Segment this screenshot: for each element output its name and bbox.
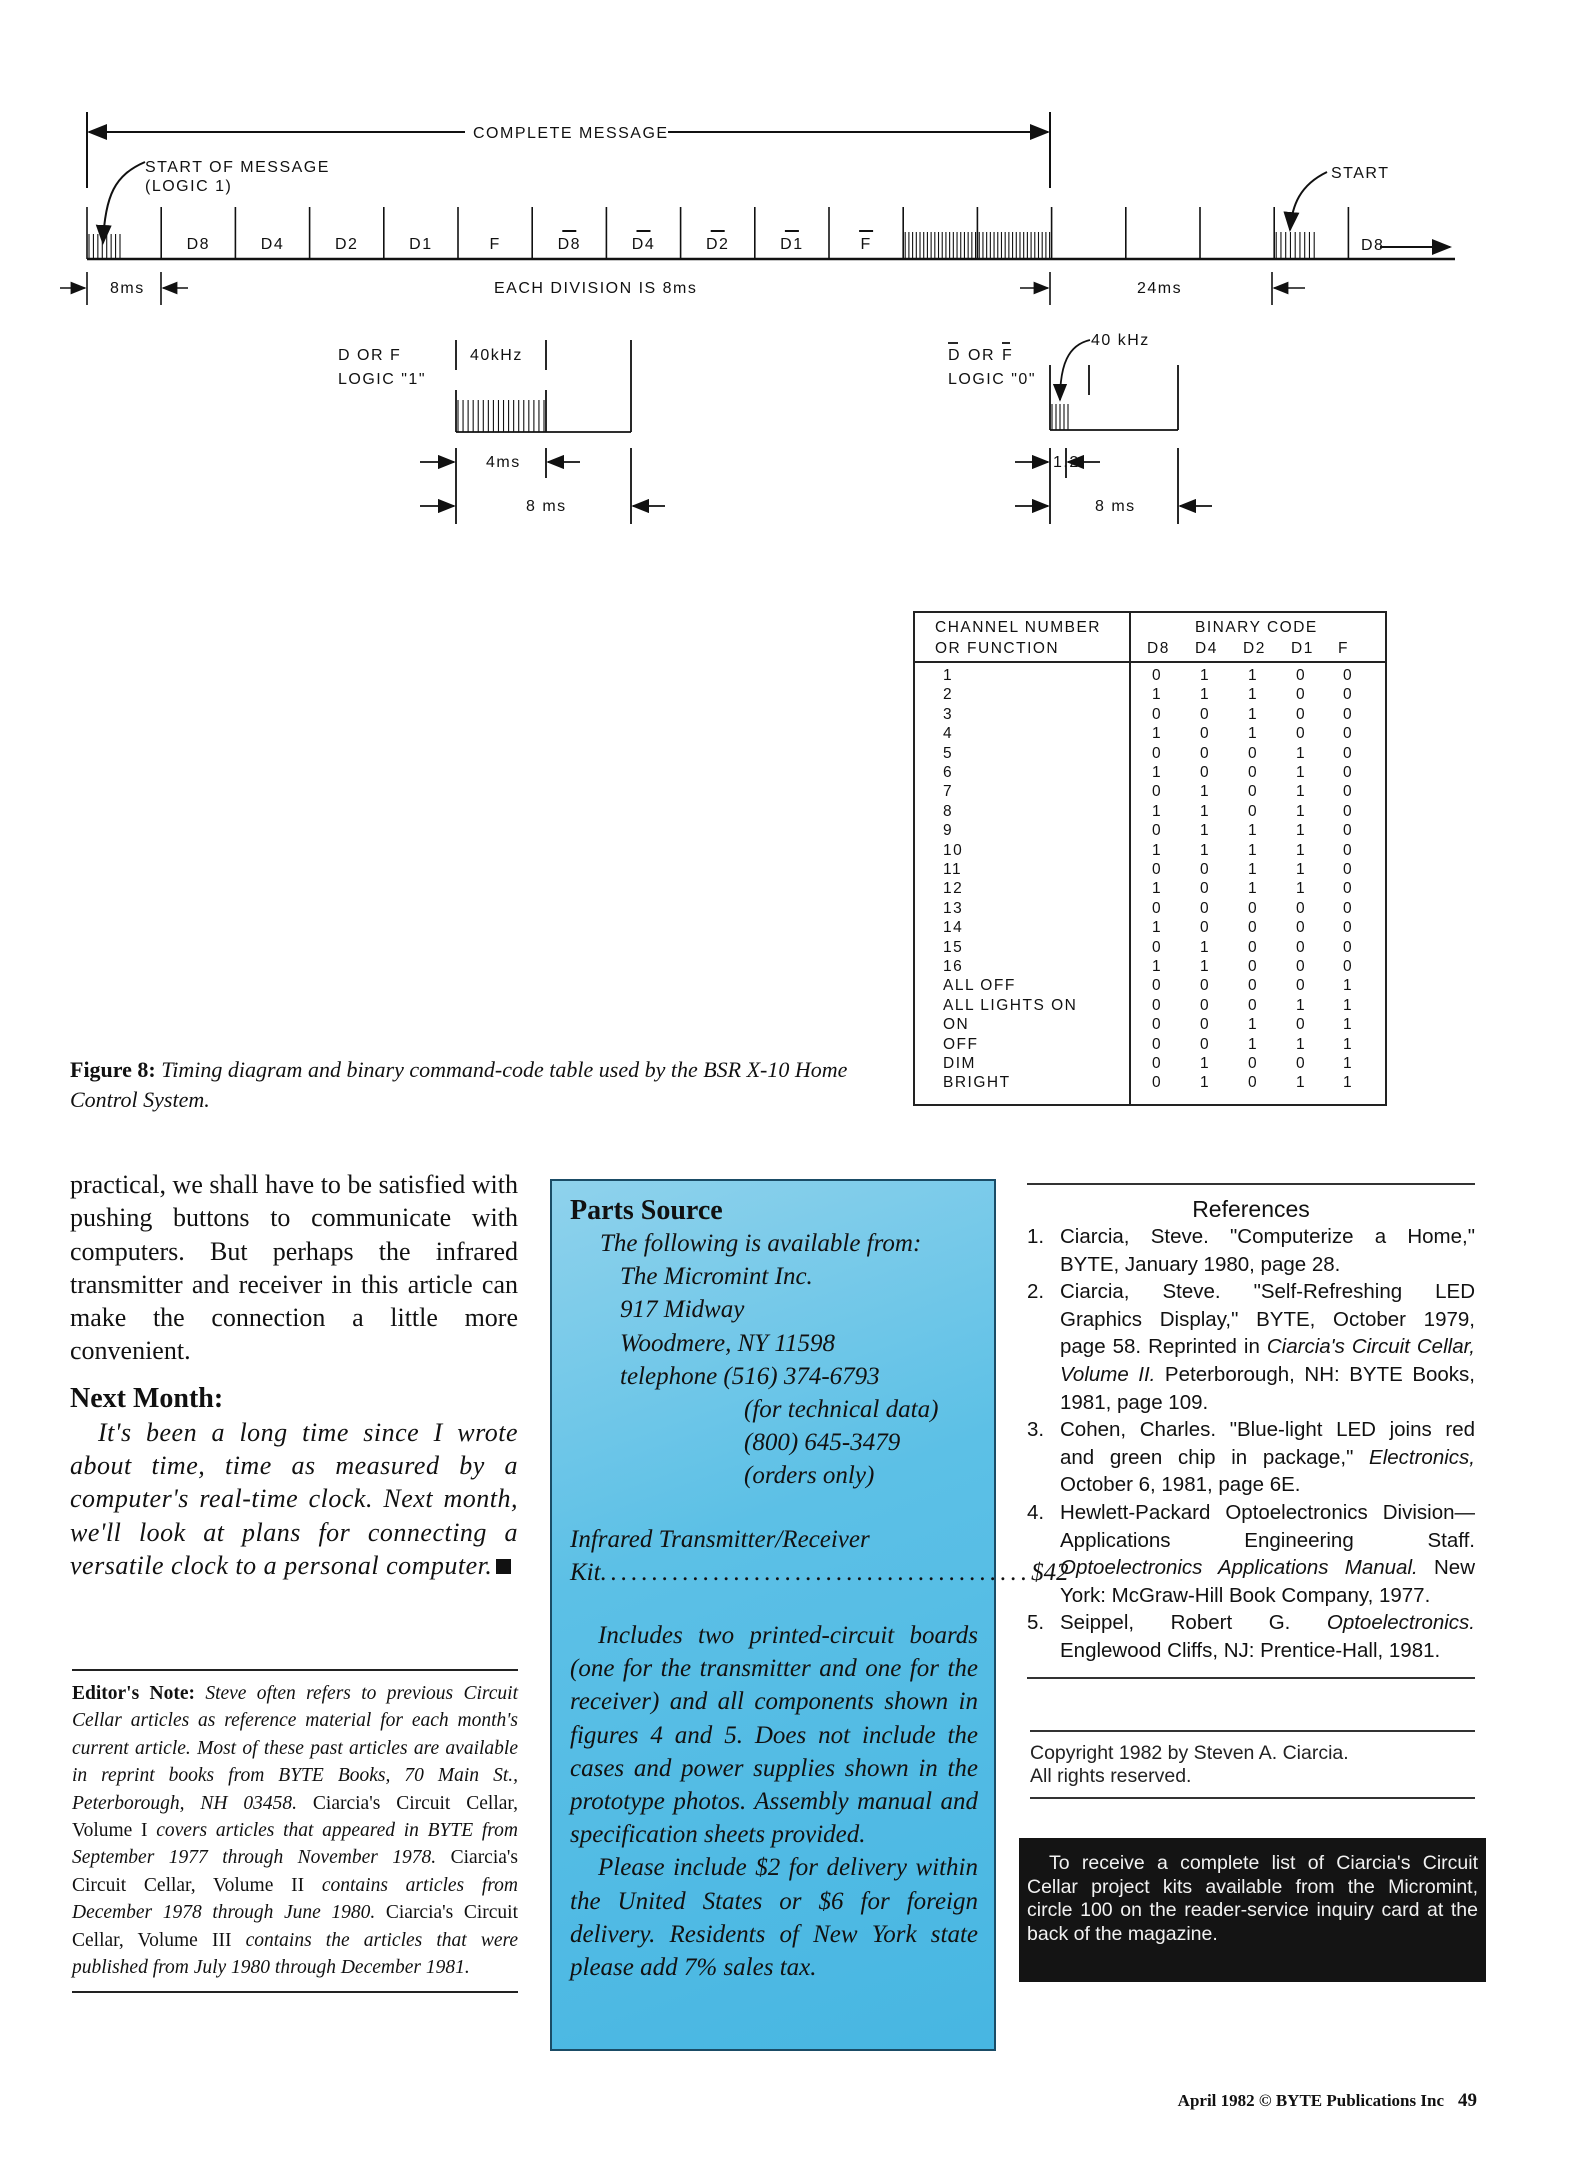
bit-value: 0 xyxy=(1296,667,1307,684)
bit-value: 0 xyxy=(1200,1035,1211,1053)
logic1-line2: LOGIC "1" xyxy=(338,371,426,388)
article-column xyxy=(70,1168,518,1582)
bit-value: 0 xyxy=(1248,764,1259,781)
bit-value: 0 xyxy=(1343,667,1354,684)
bit-value: 0 xyxy=(1296,938,1307,956)
table-row xyxy=(915,1016,1385,1035)
row-label: ON xyxy=(943,1016,970,1034)
division-label: D1 xyxy=(409,236,433,253)
row-label: BRIGHT xyxy=(943,1074,1011,1092)
header-binary-code: BINARY CODE xyxy=(1195,619,1318,636)
table-row xyxy=(915,842,1385,861)
bit-value: 0 xyxy=(1343,744,1354,762)
bit-value: 0 xyxy=(1248,996,1259,1014)
page-footer xyxy=(1157,2090,1477,2112)
next-month-heading: Next Month: xyxy=(70,1382,224,1414)
rights-line: All rights reserved. xyxy=(1030,1765,1192,1787)
bit-value: 0 xyxy=(1152,783,1163,801)
row-label: DIM xyxy=(943,1055,976,1072)
bit-value: 1 xyxy=(1200,822,1211,840)
bit-value: 0 xyxy=(1296,977,1307,995)
reference-number: 5. xyxy=(1027,1611,1045,1635)
row-label: 5 xyxy=(943,744,954,762)
logic0-or: OR xyxy=(968,347,995,364)
bit-value: 0 xyxy=(1152,1055,1163,1072)
logic1-freq: 40kHz xyxy=(470,347,523,364)
bit-value: 1 xyxy=(1248,861,1259,878)
reference-item xyxy=(1027,1416,1475,1499)
row-label: 16 xyxy=(943,958,964,975)
parts-intro: The following is available from: xyxy=(600,1230,922,1257)
copyright-line: Copyright 1982 by Steven A. Ciarcia. xyxy=(1030,1742,1349,1764)
parts-phone-technical-note: (for technical data) xyxy=(744,1396,939,1424)
bit-value: 1 xyxy=(1343,1035,1354,1053)
bit-value: 0 xyxy=(1343,938,1354,956)
bit-value: 1 xyxy=(1200,667,1211,684)
row-label: 4 xyxy=(943,725,954,743)
bit-value: 0 xyxy=(1343,899,1354,917)
reference-text: October 6, 1981, page 6E. xyxy=(1060,1473,1301,1497)
division-label: D2 xyxy=(334,236,359,253)
bit-value: 0 xyxy=(1343,686,1354,704)
bit-value: 0 xyxy=(1200,1016,1211,1034)
bit-header: D2 xyxy=(1243,640,1266,657)
row-label: 7 xyxy=(943,783,954,801)
reference-item xyxy=(1027,1499,1475,1609)
bit-value: 1 xyxy=(1248,880,1259,898)
references-heading: References xyxy=(1192,1196,1310,1222)
bit-value: 0 xyxy=(1343,802,1354,820)
row-label: 10 xyxy=(943,841,964,859)
bit-value: 0 xyxy=(1152,667,1163,684)
bit-header: D1 xyxy=(1291,640,1314,657)
row-label: ALL OFF xyxy=(943,977,1016,995)
bit-value: 1 xyxy=(1296,861,1307,878)
reference-text: New York: McGraw-Hill Book Company, 1977. xyxy=(1060,1556,1475,1607)
bit-value: 0 xyxy=(1152,822,1163,840)
bit-value: 1 xyxy=(1152,725,1163,743)
next-month-text xyxy=(70,1416,518,1582)
bit-value: 0 xyxy=(1343,841,1354,859)
parts-company: The Micromint Inc. xyxy=(620,1263,813,1291)
table-row xyxy=(915,1055,1385,1074)
editors-note-text: Steve often refers to previous Circuit Cellar articles as reference material for each month's current article. Most of these past articles are available in reprint books from BYTE Books, 70 Main St., Peterborough, NH 03458. xyxy=(72,1683,519,1814)
references-section xyxy=(1027,1183,1475,1679)
bit-value: 0 xyxy=(1343,822,1354,840)
table-row xyxy=(915,977,1385,996)
row-label: 6 xyxy=(943,764,954,781)
book-title-vol1: Ciarcia's Circuit Cellar, Volume I xyxy=(72,1792,518,1842)
bit-header: F xyxy=(1338,640,1349,657)
kit-description: Includes two printed-circuit boards (one for the transmitter and one for the receiver) and all components shown in figures 4 and 5. Does not include the cases and power supplies shown in the prototype photos. Assembly manual and specification sheets provided. xyxy=(570,1622,978,1849)
bit-value: 1 xyxy=(1200,686,1211,704)
reference-item xyxy=(1027,1223,1475,1278)
figure-label: Figure 8: xyxy=(70,1057,156,1082)
reference-item xyxy=(1027,1278,1475,1416)
bit-value: 0 xyxy=(1343,880,1354,898)
bit-value: 0 xyxy=(1296,1016,1307,1034)
bit-value: 0 xyxy=(1296,899,1307,917)
bit-value: 1 xyxy=(1248,1016,1259,1034)
table-row xyxy=(915,745,1385,764)
parts-source-box xyxy=(550,1179,1069,2051)
division-label: F xyxy=(489,236,501,253)
bit-value: 0 xyxy=(1152,744,1163,762)
logic0-line2: LOGIC "0" xyxy=(948,371,1036,388)
row-label: 15 xyxy=(943,938,964,956)
bit-value: 0 xyxy=(1296,919,1307,937)
bit-value: 1 xyxy=(1200,802,1211,820)
reference-text: Englewood Cliffs, NJ: Prentice-Hall, 1981. xyxy=(1060,1638,1441,1662)
reference-title: Optoelectronics Applications Manual. xyxy=(1060,1556,1418,1580)
bit-value: 1 xyxy=(1200,783,1211,801)
gap-time-label: 24ms xyxy=(1137,280,1183,297)
table-row xyxy=(915,725,1385,744)
logic0-d: D xyxy=(948,347,962,364)
division-label: D1 xyxy=(780,236,804,253)
bit-value: 0 xyxy=(1343,919,1354,937)
bit-value: 1 xyxy=(1152,764,1163,781)
bit-value: 0 xyxy=(1343,725,1354,743)
complete-message-label: COMPLETE MESSAGE xyxy=(473,125,669,142)
bit-header: D8 xyxy=(1147,640,1170,657)
kit-name: Infrared Transmitter/Receiver xyxy=(570,1525,870,1553)
bit-value: 0 xyxy=(1296,1055,1307,1072)
bit-value: 0 xyxy=(1200,705,1211,723)
table-row xyxy=(915,861,1385,880)
kit-label: Kit xyxy=(570,1558,601,1586)
editors-note-label: Editor's Note: xyxy=(72,1683,195,1704)
reference-text: Ciarcia, Steve. "Self-Refreshing LED Graphics Display," BYTE, October 1979, page 58. Reprinted in xyxy=(1060,1280,1475,1359)
logic0-f: F xyxy=(1002,347,1014,364)
kit-list-notice xyxy=(1019,1838,1486,1982)
division-label: D8 xyxy=(186,236,211,253)
editors-note xyxy=(72,1669,518,1993)
bit-value: 0 xyxy=(1152,1016,1163,1034)
parts-phone-orders-note: (orders only) xyxy=(744,1462,875,1490)
bit-value: 1 xyxy=(1296,996,1307,1014)
bit-value: 0 xyxy=(1248,802,1259,820)
table-row xyxy=(915,706,1385,725)
reference-text: Ciarcia, Steve. "Computerize a Home," BYTE, January 1980, page 28. xyxy=(1060,1225,1475,1276)
bit-value: 1 xyxy=(1200,841,1211,859)
table-header-divider xyxy=(915,661,1385,663)
row-label: 3 xyxy=(943,705,954,723)
bit-value: 0 xyxy=(1343,861,1354,878)
row-label: 8 xyxy=(943,802,954,820)
book-title-vol2: Ciarcia's Circuit Cellar, Volume II xyxy=(72,1847,519,1896)
table-row xyxy=(915,997,1385,1016)
bit-value: 1 xyxy=(1248,822,1259,840)
bit-value: 0 xyxy=(1248,958,1259,975)
reference-title: Ciarcia's Circuit Cellar, Volume II. xyxy=(1060,1335,1475,1386)
bit-value: 0 xyxy=(1200,764,1211,781)
row-label: 12 xyxy=(943,880,964,898)
row-label: OFF xyxy=(943,1035,979,1053)
next-d8-label: D8 xyxy=(1361,237,1385,254)
division-label: D4 xyxy=(260,236,285,253)
page-number: 49 xyxy=(1458,2090,1477,2111)
logic1-burst-time: 4ms xyxy=(486,454,521,471)
book-title-vol3: Ciarcia's Circuit Cellar, Volume III xyxy=(72,1902,519,1951)
reference-title: Optoelectronics. xyxy=(1326,1611,1475,1635)
bit-value: 0 xyxy=(1152,899,1163,917)
logic0-period: 8 ms xyxy=(1095,498,1136,515)
figure-caption xyxy=(70,1055,870,1115)
division-label: F xyxy=(860,236,872,253)
parts-city: Woodmere, NY 11598 xyxy=(620,1329,836,1357)
bit-value: 1 xyxy=(1296,1035,1307,1053)
bit-value: 1 xyxy=(1200,958,1211,975)
bit-value: 0 xyxy=(1152,1035,1163,1053)
division-label: D8 xyxy=(557,236,582,253)
reference-title: Electronics, xyxy=(1369,1445,1475,1469)
bit-value: 0 xyxy=(1248,1074,1259,1092)
bit-value: 1 xyxy=(1296,764,1307,781)
bit-value: 1 xyxy=(1152,958,1163,975)
parts-phone-technical: telephone (516) 374-6793 xyxy=(620,1362,880,1390)
logic1-period: 8 ms xyxy=(526,498,567,515)
bit-value: 1 xyxy=(1296,841,1307,859)
table-row xyxy=(915,764,1385,783)
bit-value: 0 xyxy=(1200,996,1211,1014)
bit-value: 1 xyxy=(1152,841,1163,859)
bit-value: 0 xyxy=(1200,899,1211,917)
bit-value: 0 xyxy=(1343,783,1354,801)
bit-value: 0 xyxy=(1248,1055,1259,1072)
row-label: 1 xyxy=(943,667,954,684)
bit-value: 1 xyxy=(1200,1055,1211,1072)
reference-number: 3. xyxy=(1027,1418,1045,1442)
table-row xyxy=(915,822,1385,841)
first-division-time: 8ms xyxy=(110,280,145,297)
reference-text: Hewlett-Packard Optoelectronics Division—Applications Engineering Staff. xyxy=(1060,1500,1475,1552)
bit-value: 1 xyxy=(1343,1016,1354,1034)
end-mark-icon xyxy=(496,1559,511,1574)
bit-value: 1 xyxy=(1152,919,1163,937)
table-row xyxy=(915,803,1385,822)
header-or-function: OR FUNCTION xyxy=(935,640,1060,657)
bit-value: 1 xyxy=(1200,1074,1211,1092)
bit-value: 1 xyxy=(1343,977,1354,995)
parts-street: 917 Midway xyxy=(620,1296,745,1324)
bit-header: D4 xyxy=(1195,640,1218,657)
editors-note-text: contains the articles that were published from July 1980 through December 1981. xyxy=(72,1929,518,1979)
reference-text: Cohen, Charles. "Blue-light LED joins red and green chip in package," xyxy=(1060,1418,1475,1469)
parts-phone-orders: (800) 645-3479 xyxy=(744,1429,901,1457)
reference-number: 1. xyxy=(1027,1225,1045,1248)
bit-value: 0 xyxy=(1248,744,1259,762)
shipping-note: Please include $2 for delivery within the United States or $6 for foreign delivery. Residents of New York state please add 7% sales tax. xyxy=(570,1854,978,1982)
table-row xyxy=(915,958,1385,977)
bit-value: 0 xyxy=(1343,958,1354,975)
bit-value: 1 xyxy=(1152,880,1163,898)
row-label: ALL LIGHTS ON xyxy=(943,996,1078,1014)
table-row xyxy=(915,880,1385,899)
start-of-message-label: START OF MESSAGE xyxy=(145,159,330,176)
bit-value: 1 xyxy=(1248,1035,1259,1053)
logic0-freq: 40 kHz xyxy=(1091,332,1150,349)
bit-value: 0 xyxy=(1152,977,1163,995)
division-label: D4 xyxy=(631,236,656,253)
table-row xyxy=(915,1036,1385,1055)
binary-code-table xyxy=(913,611,1387,1106)
article-paragraph: practical, we shall have to be satisfied with pushing buttons to communicate with computers. But perhaps the infrared transmitter and receiver in this article can make the connection a little more convenient. xyxy=(70,1170,518,1366)
bit-value: 0 xyxy=(1200,919,1211,937)
bit-value: 1 xyxy=(1296,783,1307,801)
start-logic-label: (LOGIC 1) xyxy=(145,178,233,195)
bit-value: 1 xyxy=(1248,667,1259,684)
row-label: 14 xyxy=(943,919,964,937)
bit-value: 0 xyxy=(1296,705,1307,723)
table-row xyxy=(915,686,1385,705)
bit-value: 1 xyxy=(1296,1074,1307,1092)
bit-value: 0 xyxy=(1152,938,1163,956)
next-month-body: It's been a long time since I wrote about time, time as measured by a computer's real-time clock. Next month, we'll look at plans for connecting a versatile clock to a personal computer. xyxy=(70,1417,518,1580)
bit-value: 0 xyxy=(1343,764,1354,781)
bit-value: 1 xyxy=(1296,744,1307,762)
bit-value: 0 xyxy=(1200,725,1211,743)
reference-text: Peterborough, NH: BYTE Books, 1981, page 109. xyxy=(1060,1362,1476,1414)
bit-value: 0 xyxy=(1152,996,1163,1014)
bit-value: 0 xyxy=(1296,958,1307,975)
logic0-burst-time: 1.2 xyxy=(1053,454,1080,471)
table-row xyxy=(915,783,1385,802)
bit-value: 0 xyxy=(1200,977,1211,995)
reference-text: Seippel, Robert G. xyxy=(1060,1611,1327,1635)
reference-number: 2. xyxy=(1027,1280,1045,1304)
bit-value: 1 xyxy=(1343,996,1354,1014)
bit-value: 0 xyxy=(1296,686,1307,704)
logic1-line1: D OR F xyxy=(338,347,402,364)
reference-number: 4. xyxy=(1027,1500,1045,1524)
bit-value: 0 xyxy=(1248,783,1259,801)
table-row xyxy=(915,667,1385,686)
bit-value: 0 xyxy=(1248,977,1259,995)
issue-info: April 1982 © BYTE Publications Inc xyxy=(1177,2091,1444,2110)
table-row xyxy=(915,919,1385,938)
bit-value: 1 xyxy=(1152,686,1163,704)
bit-value: 0 xyxy=(1200,744,1211,762)
copyright-notice xyxy=(1030,1730,1475,1799)
bit-value: 0 xyxy=(1152,705,1163,723)
bit-value: 1 xyxy=(1296,880,1307,898)
bit-value: 1 xyxy=(1248,686,1259,704)
each-division-label: EACH DIVISION IS 8ms xyxy=(494,280,698,297)
bit-value: 1 xyxy=(1248,841,1259,859)
row-label: 2 xyxy=(943,686,954,704)
header-channel-number: CHANNEL NUMBER xyxy=(935,619,1101,636)
table-row xyxy=(915,939,1385,958)
editors-note-text: contains articles from December 1978 through June 1980. xyxy=(72,1874,519,1924)
row-label: 11 xyxy=(943,861,963,878)
parts-source-heading: Parts Source xyxy=(570,1195,723,1226)
bit-value: 0 xyxy=(1248,938,1259,956)
bit-value: 0 xyxy=(1296,725,1307,743)
kit-price: $42 xyxy=(1031,1558,1069,1586)
references-list xyxy=(1027,1223,1475,1665)
bit-value: 1 xyxy=(1343,1055,1354,1072)
bit-value: 0 xyxy=(1152,861,1163,878)
bit-value: 1 xyxy=(1343,1074,1354,1092)
division-label: D2 xyxy=(705,236,730,253)
start-label: START xyxy=(1331,165,1390,182)
editors-note-text: covers articles that appeared in BYTE from September 1977 through November 1978. xyxy=(72,1820,518,1869)
bit-value: 0 xyxy=(1152,1074,1163,1092)
figure-caption-text: Timing diagram and binary command-code table used by the BSR X-10 Home Control System. xyxy=(70,1057,848,1112)
bit-value: 0 xyxy=(1248,899,1259,917)
bit-value: 1 xyxy=(1296,802,1307,820)
row-label: 9 xyxy=(943,822,954,840)
bit-value: 0 xyxy=(1248,919,1259,937)
bit-value: 0 xyxy=(1343,705,1354,723)
reference-item xyxy=(1027,1609,1475,1664)
kit-price-line xyxy=(570,1556,1069,1589)
bit-value: 1 xyxy=(1152,802,1163,820)
leader-dots: .......................................... xyxy=(600,1558,1032,1586)
row-label: 13 xyxy=(943,899,964,917)
bit-value: 1 xyxy=(1200,938,1211,956)
table-row xyxy=(915,900,1385,919)
bit-value: 1 xyxy=(1248,705,1259,723)
bit-value: 0 xyxy=(1200,861,1211,878)
bit-value: 0 xyxy=(1200,880,1211,898)
table-row xyxy=(915,1074,1385,1093)
bit-value: 1 xyxy=(1296,822,1307,840)
timing-diagram xyxy=(0,0,1571,540)
bit-value: 1 xyxy=(1248,725,1259,743)
kit-list-notice-text: To receive a complete list of Ciarcia's Circuit Cellar project kits available from the Micromint, circle 100 on the reader-service inquiry card at the back of the magazine. xyxy=(1027,1852,1478,1945)
